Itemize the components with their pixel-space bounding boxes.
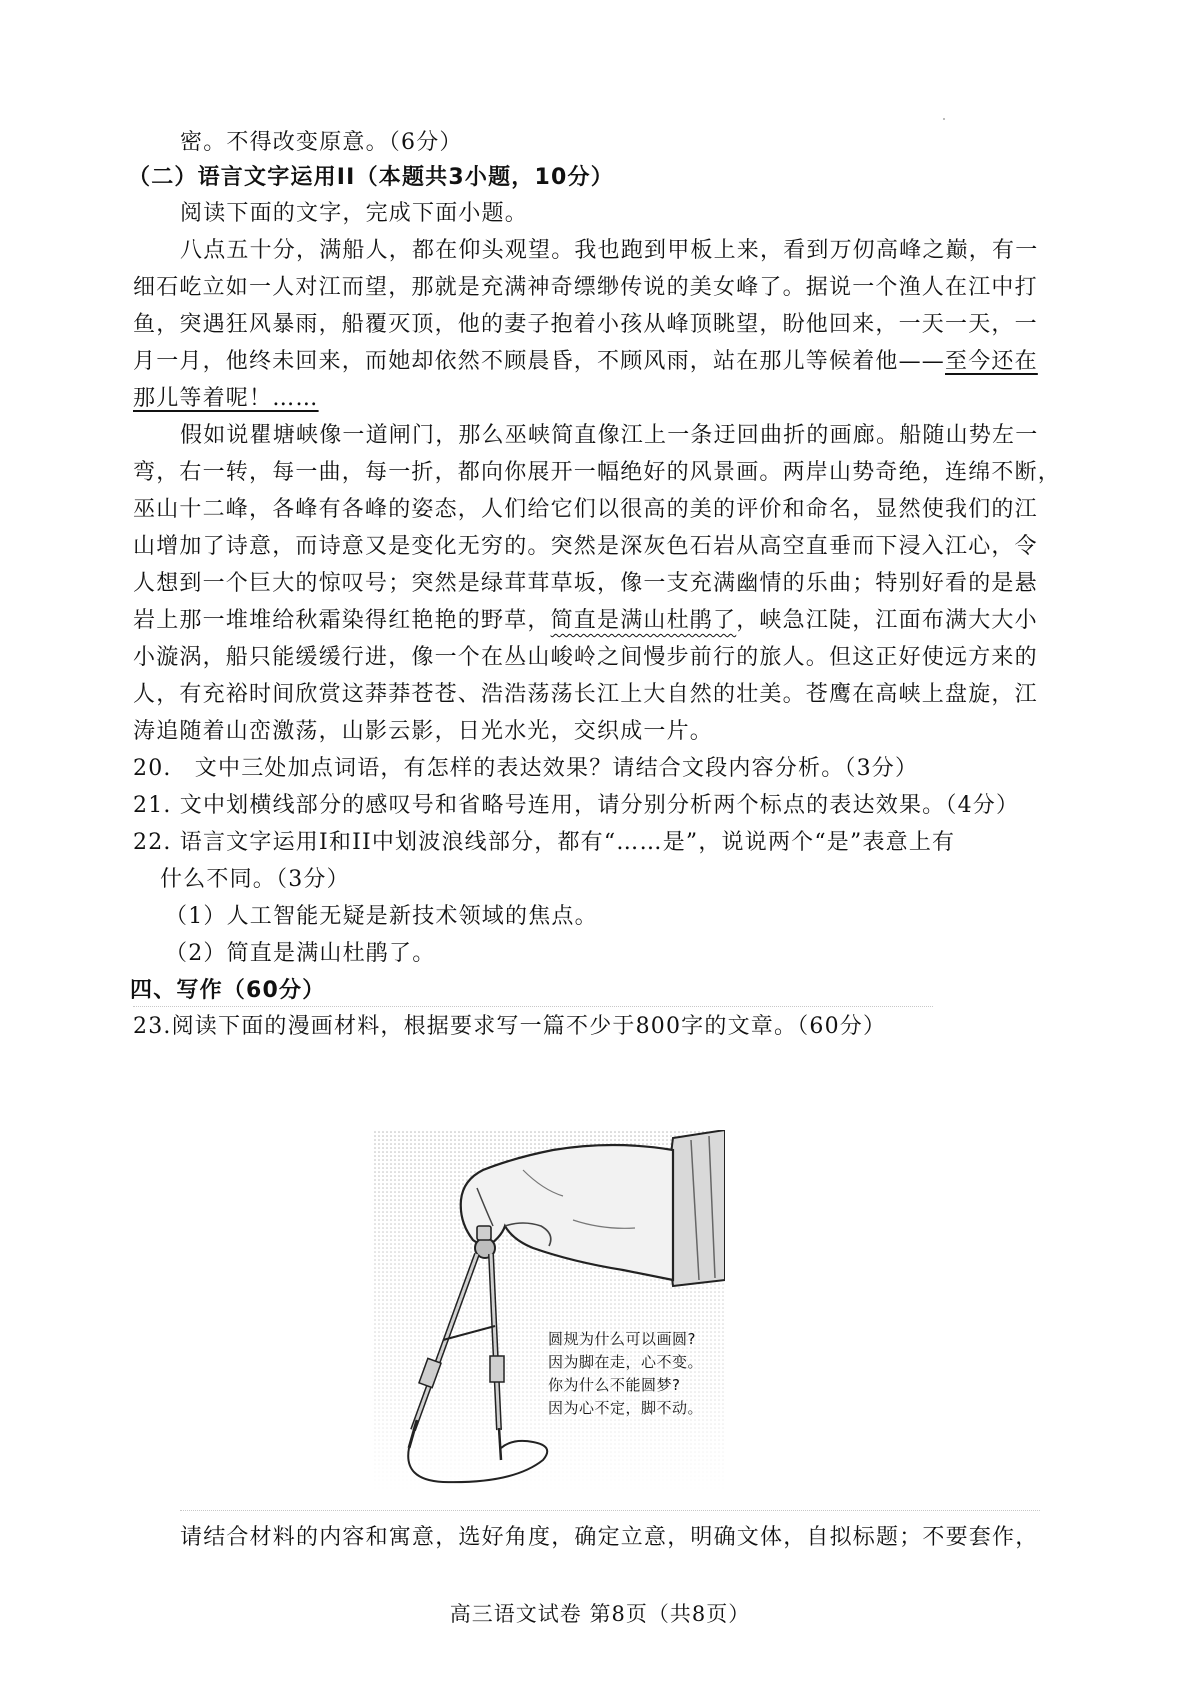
passage-line: 弯，右一转，每一曲，每一折，都向你展开一幅绝好的风景画。两岸山势奇绝，连绵不断，	[133, 460, 1062, 485]
passage-line: 巫山十二峰，各峰有各峰的姿态，人们给它们以很高的美的评价和命名，显然使我们的江	[133, 497, 1038, 522]
underlined-text: 至今还在	[945, 349, 1038, 374]
caption-line: 圆规为什么可以画圆?	[548, 1330, 696, 1348]
passage-line	[133, 347, 1073, 377]
writing-requirement: 请结合材料的内容和寓意，选好角度，确定立意，明确文体，自拟标题；不要套作，	[180, 1525, 1039, 1550]
divider	[180, 1510, 1040, 1511]
comic-caption	[548, 1328, 728, 1420]
passage-text: 月一月，他终未回来，而她却依然不顾晨昏，不顾风雨，站在那儿等候着他——	[133, 349, 946, 374]
comic-image	[373, 1130, 725, 1492]
question-21: 21. 文中划横线部分的感叹号和省略号连用，请分别分析两个标点的表达效果。（4分）	[133, 793, 1020, 818]
question-23: 23.阅读下面的漫画材料，根据要求写一篇不少于800字的文章。（60分）	[133, 1014, 887, 1039]
divider	[133, 1006, 933, 1007]
passage-text: 岩上那一堆堆给秋霜染得红艳艳的野草，	[133, 608, 551, 633]
instruction-line: 阅读下面的文字，完成下面小题。	[180, 201, 529, 226]
caption-line: 因为脚在走，心不变。	[548, 1353, 704, 1371]
question-22-cont: 什么不同。（3分）	[160, 867, 350, 892]
caption-line: 因为心不定，脚不动。	[548, 1399, 704, 1417]
passage-line: 八点五十分，满船人，都在仰头观望。我也跑到甲板上来，看到万仞高峰之巅，有一	[180, 238, 1039, 263]
underlined-text: 那儿等着呢！……	[133, 386, 319, 411]
passage-line: 细石屹立如一人对江而望，那就是充满神奇缥缈传说的美女峰了。据说一个渔人在江中打	[133, 275, 1038, 300]
scan-speck	[943, 118, 945, 120]
passage-line: 人，有充裕时间欣赏这莽莽苍苍、浩浩荡荡长江上大自然的壮美。苍鹰在高峡上盘旋，江	[133, 682, 1038, 707]
text-line: 密。不得改变原意。（6分）	[180, 130, 463, 155]
question-22-item-1: （1）人工智能无疑是新技术领域的焦点。	[165, 904, 598, 929]
compass-hand-illustration	[373, 1130, 725, 1492]
passage-line	[133, 384, 1073, 414]
passage-line: 山增加了诗意，而诗意又是变化无穷的。突然是深灰色石岩从高空直垂而下浸入江心，令	[133, 534, 1038, 559]
page-footer: 高三语文试卷 第8页（共8页）	[449, 1602, 751, 1626]
wavy-underlined-text: 简直是满山杜鹃了	[550, 608, 737, 633]
passage-line	[133, 606, 1073, 636]
passage-text: ，峡急江陡，江面布满大大小	[736, 608, 1038, 633]
passage-line: 人想到一个巨大的惊叹号；突然是绿茸茸草坂，像一支充满幽情的乐曲；特别好看的是悬	[133, 571, 1038, 596]
question-20: 20. 文中三处加点词语，有怎样的表达效果？请结合文段内容分析。（3分）	[133, 756, 919, 781]
question-22: 22. 语言文字运用I和II中划波浪线部分，都有“……是”，说说两个“是”表意上有	[133, 830, 956, 855]
section-heading: 四、写作（60分）	[130, 978, 326, 1003]
passage-line: 鱼，突遇狂风暴雨，船覆灭顶，他的妻子抱着小孩从峰顶眺望，盼他回来，一天一天，一	[133, 312, 1038, 337]
section-heading: （二）语言文字运用II（本题共3小题，10分）	[128, 165, 614, 190]
caption-line: 你为什么不能圆梦?	[548, 1376, 681, 1394]
passage-line: 涛追随着山峦激荡，山影云影，日光水光，交织成一片。	[133, 719, 714, 744]
question-22-item-2: （2）简直是满山杜鹃了。	[165, 941, 436, 966]
passage-line: 假如说瞿塘峡像一道闸门，那么巫峡简直像江上一条迂回曲折的画廊。船随山势左一	[180, 423, 1039, 448]
passage-line: 小漩涡，船只能缓缓行进，像一个在丛山峻岭之间慢步前行的旅人。但这正好使远方来的	[133, 645, 1038, 670]
